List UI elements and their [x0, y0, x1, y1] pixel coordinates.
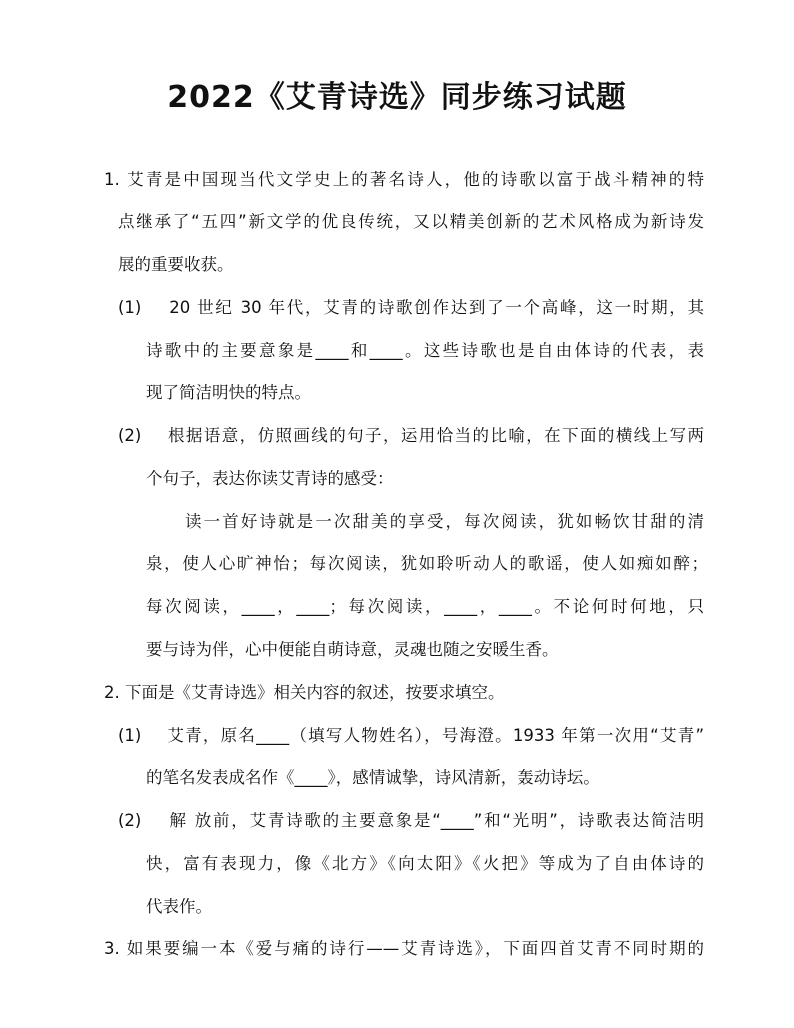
- q1-line-1: 1. 艾青是中国现当代文学史上的著名诗人，他的诗歌以富于战斗精神的特: [104, 170, 704, 189]
- q1-line-2: 点继承了“五四”新文学的优良传统，又以精美创新的艺术风格成为新诗发: [118, 212, 704, 231]
- q1-passage-line-2: 泉，使人心旷神怡；每次阅读，犹如聆听动人的歌谣，使人如痴如醉；: [146, 554, 708, 573]
- q2-line-1: 2. 下面是《艾青诗选》相关内容的叙述，按要求填空。: [104, 683, 505, 702]
- q1-sub2-line-2: 个句子，表达你读艾青诗的感受：: [146, 469, 394, 488]
- q2-sub1-line-1: (1) 艾青，原名____（填写人物姓名），号海澄。1933 年第一次用“艾青”: [118, 726, 704, 745]
- q1-sub1-line-1: (1) 20 世纪 30 年代，艾青的诗歌创作达到了一个高峰，这一时期，其: [118, 298, 704, 317]
- q2-sub2-line-3: 代表作。: [146, 897, 212, 916]
- q2-sub2-line-1: (2) 解 放前，艾青诗歌的主要意象是“____”和“光明”，诗歌表达简洁明: [118, 811, 704, 830]
- page-title: 2022《艾青诗选》同步练习试题: [167, 80, 627, 115]
- q2-sub2-line-2: 快，富有表现力，像《北方》《向太阳》《火把》等成为了自由体诗的: [146, 854, 704, 873]
- q1-sub1-line-3: 现了简洁明快的特点。: [146, 383, 311, 402]
- q2-sub1-line-2: 的笔名发表成名作《____》，感情诚挚，诗风清新，轰动诗坛。: [146, 768, 600, 787]
- q1-line-3: 展的重要收获。: [118, 255, 234, 274]
- q1-passage-line-4: 要与诗为伴，心中便能自萌诗意，灵魂也随之安暖生香。: [146, 640, 559, 659]
- q3-line-1: 3. 如果要编一本《爱与痛的诗行——艾青诗选》，下面四首艾青不同时期的: [104, 939, 704, 958]
- q1-sub1-line-2: 诗歌中的主要意象是____和____。这些诗歌也是自由体诗的代表，表: [146, 341, 704, 360]
- q1-sub2-line-1: (2) 根据语意，仿照画线的句子，运用恰当的比喻，在下面的横线上写两: [118, 426, 704, 445]
- q1-passage-line-3: 每次阅读，____，____；每次阅读，____，____。不论何时何地，只: [146, 597, 704, 616]
- q1-passage-line-1: 读一首好诗就是一次甜美的享受，每次阅读，犹如畅饮甘甜的清: [185, 512, 704, 531]
